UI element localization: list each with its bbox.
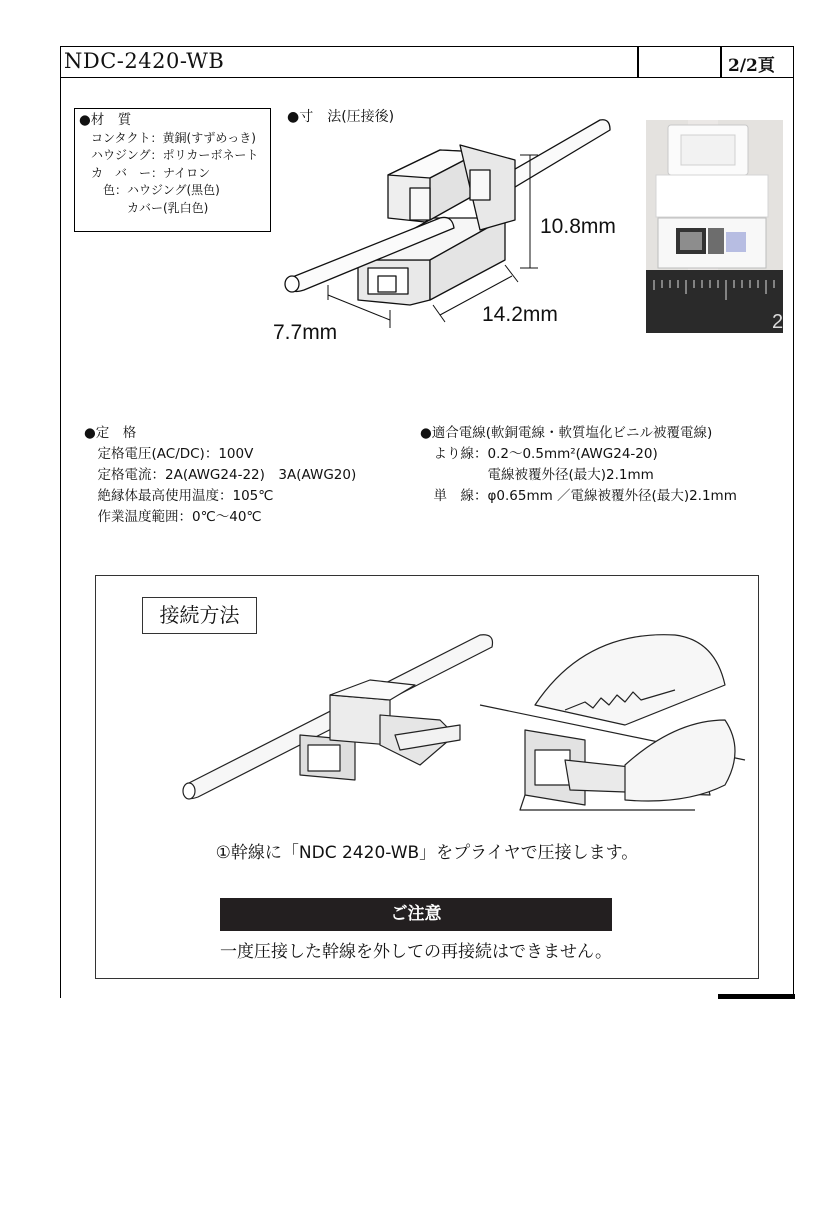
header-divider — [637, 46, 639, 78]
wire-section — [420, 423, 737, 507]
caution-title: ご注意 — [220, 898, 612, 931]
rating-section — [84, 423, 356, 528]
connector-wire-illustration — [180, 625, 500, 825]
materials-line: ハウジング：ポリカーボネート — [79, 148, 259, 162]
materials-heading: ●材 質 — [79, 112, 132, 128]
rating-line: 絶縁体最高使用温度：105℃ — [84, 488, 274, 504]
model-number: NDC-2420-WB — [64, 49, 225, 73]
materials-line: カバー(乳白色) — [79, 200, 209, 215]
wire-line: より線：0.2〜0.5mm²(AWG24-20) — [420, 446, 658, 462]
page-number: 2/2頁 — [728, 56, 775, 76]
pliers-illustration — [475, 610, 755, 820]
dimension-length-label: 14.2mm — [482, 303, 558, 326]
materials-line: カ バ ー：ナイロン — [79, 165, 211, 180]
ruler-digit: 2 — [772, 311, 783, 333]
materials-line: 色：ハウジング(黒色) — [79, 183, 220, 197]
dimension-width-label: 7.7mm — [273, 321, 338, 344]
step1-instruction: ①幹線に「NDC 2420-WB」をプライヤで圧接します。 — [215, 843, 639, 863]
method-title: 接続方法 — [142, 597, 257, 634]
rating-line: 定格電流：2A(AWG24-22) 3A(AWG20) — [84, 467, 357, 483]
materials-box — [74, 108, 271, 232]
rating-heading: ●定 格 — [84, 425, 137, 441]
product-photo — [646, 120, 783, 333]
materials-line: コンタクト：黄銅(すずめっき) — [79, 130, 256, 145]
wire-heading: ●適合電線(軟銅電線・軟質塩化ビニル被覆電線) — [420, 425, 713, 441]
caution-text: 一度圧接した幹線を外しての再接続はできません。 — [220, 942, 613, 962]
header-divider — [720, 46, 722, 78]
dimensions-heading: ●寸 法(圧接後) — [287, 109, 395, 125]
wire-line: 単 線：φ0.65mm ／電線被覆外径(最大)2.1mm — [420, 488, 737, 504]
rating-line: 作業温度範囲：0℃〜40℃ — [84, 509, 262, 525]
dimension-height-label: 10.8mm — [540, 215, 616, 238]
footer-bar — [718, 994, 795, 999]
rating-line: 定格電圧(AC/DC)：100V — [84, 446, 254, 462]
wire-line: 電線被覆外径(最大)2.1mm — [420, 467, 654, 483]
